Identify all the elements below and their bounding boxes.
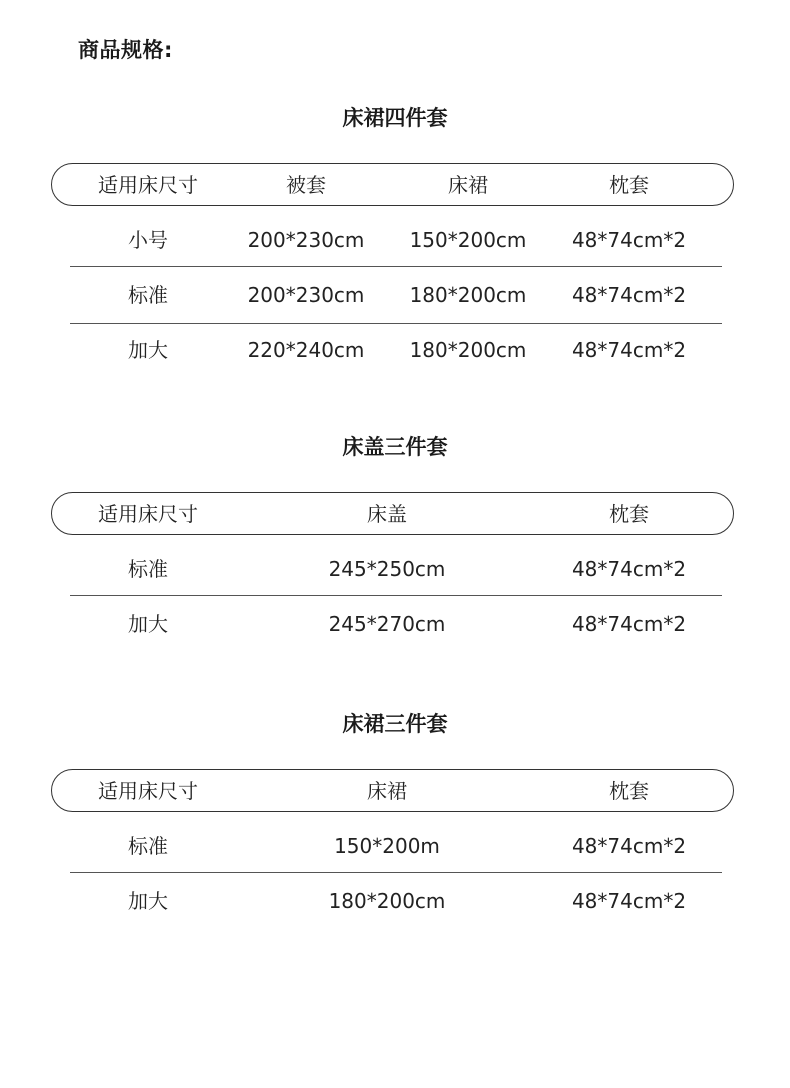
row-value-cell: 245*270cm — [328, 612, 446, 636]
row-size-cell: 加大 — [128, 889, 168, 913]
row-size-cell: 标准 — [128, 283, 168, 307]
header-cell-bed-skirt: 床裙 — [367, 779, 407, 803]
row-size-cell: 小号 — [128, 228, 168, 252]
row-divider — [70, 323, 722, 324]
row-value-cell: 48*74cm*2 — [571, 557, 687, 581]
row-size-cell: 标准 — [128, 834, 168, 858]
row-value-cell: 180*200cm — [409, 283, 527, 307]
header-cell-pillowcase: 枕套 — [609, 779, 649, 803]
row-value-cell: 220*240cm — [247, 338, 365, 362]
table-title: 床裙四件套 — [342, 106, 448, 130]
row-value-cell: 180*200cm — [409, 338, 527, 362]
row-value-cell: 245*250cm — [328, 557, 446, 581]
row-divider — [70, 266, 722, 267]
header-cell-bed-size: 适用床尺寸 — [98, 502, 198, 526]
header-cell-bedspread: 床盖 — [367, 502, 407, 526]
row-value-cell: 150*200m — [334, 834, 440, 858]
row-value-cell: 48*74cm*2 — [571, 889, 687, 913]
row-size-cell: 加大 — [128, 338, 168, 362]
row-value-cell: 180*200cm — [328, 889, 446, 913]
row-value-cell: 200*230cm — [247, 283, 365, 307]
row-value-cell: 48*74cm*2 — [571, 612, 687, 636]
row-value-cell: 48*74cm*2 — [571, 834, 687, 858]
row-value-cell: 150*200cm — [409, 228, 527, 252]
row-value-cell: 200*230cm — [247, 228, 365, 252]
header-cell-pillowcase: 枕套 — [609, 502, 649, 526]
row-value-cell: 48*74cm*2 — [571, 338, 687, 362]
row-divider — [70, 595, 722, 596]
header-cell-pillowcase: 枕套 — [609, 173, 649, 197]
header-cell-bed-size: 适用床尺寸 — [98, 779, 198, 803]
row-size-cell: 加大 — [128, 612, 168, 636]
page-heading: 商品规格: — [78, 38, 173, 62]
header-cell-bed-size: 适用床尺寸 — [98, 173, 198, 197]
row-size-cell: 标准 — [128, 557, 168, 581]
header-cell-duvet-cover: 被套 — [286, 173, 326, 197]
table-title: 床裙三件套 — [342, 712, 448, 736]
table-title: 床盖三件套 — [342, 435, 448, 459]
header-cell-bed-skirt: 床裙 — [448, 173, 488, 197]
row-value-cell: 48*74cm*2 — [571, 228, 687, 252]
row-divider — [70, 872, 722, 873]
row-value-cell: 48*74cm*2 — [571, 283, 687, 307]
